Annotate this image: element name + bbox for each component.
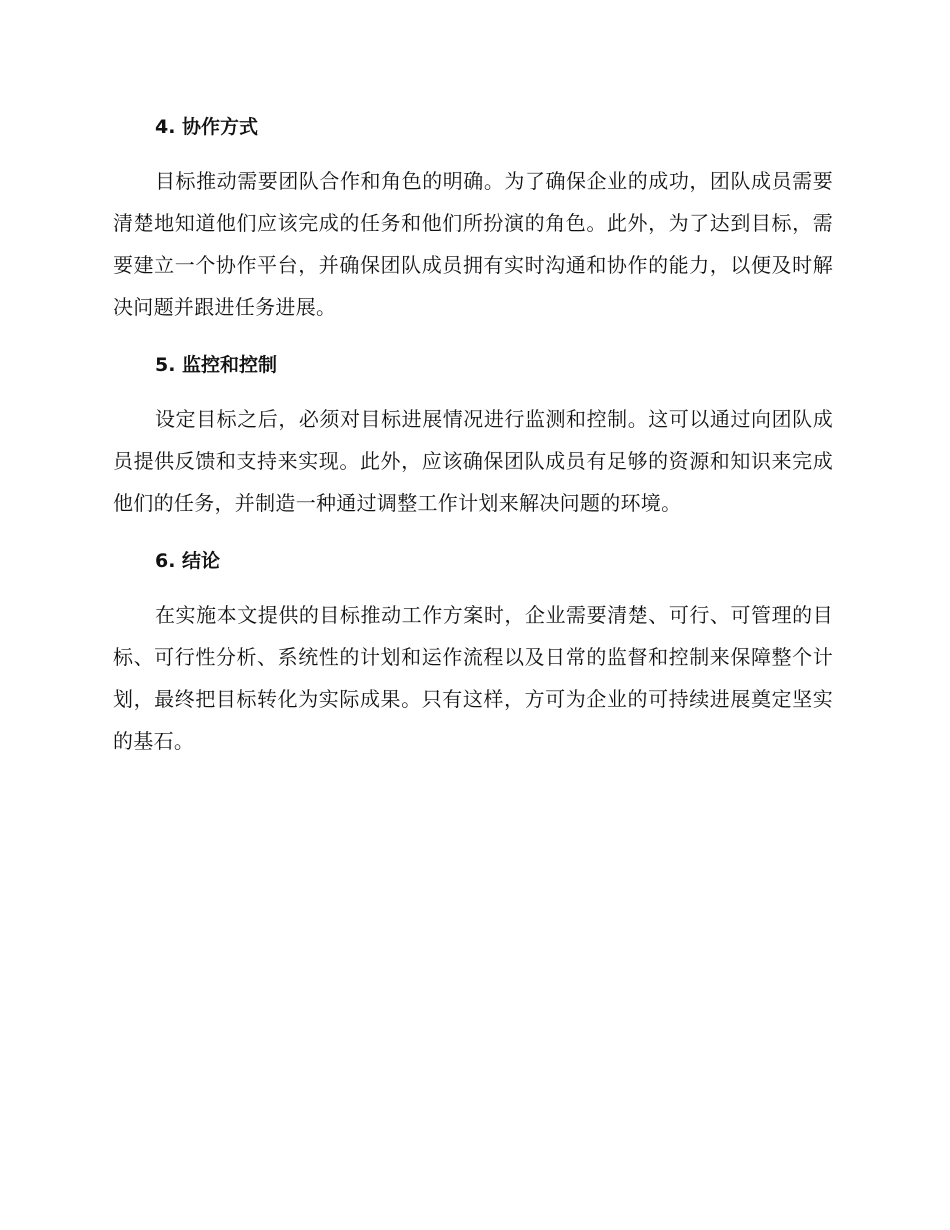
section-paragraph-collaboration: 目标推动需要团队合作和角色的明确。为了确保企业的成功，团队成员需要清楚地知道他们应该完成的任务和他们所扮演的角色。此外，为了达到目标，需要建立一个协作平台，并确保团队成员拥有实时沟通和协作的能力，以便及时解决问题并跟进任务进展。: [113, 169, 833, 319]
section-heading-conclusion: 6. 结论: [155, 550, 221, 572]
document-body: [113, 110, 833, 762]
section-paragraph-monitoring: 设定目标之后，必须对目标进展情况进行监测和控制。这可以通过向团队成员提供反馈和支持来实现。此外，应该确保团队成员有足够的资源和知识来完成他们的任务，并制造一种通过调整工作计划来解决问题的环境。: [113, 407, 833, 515]
section-heading-monitoring: 5. 监控和控制: [155, 354, 278, 376]
section-heading-collaboration: 4. 协作方式: [155, 116, 259, 138]
section-paragraph-conclusion: 在实施本文提供的目标推动工作方案时，企业需要清楚、可行、可管理的目标、可行性分析、系统性的计划和运作流程以及日常的监督和控制来保障整个计划，最终把目标转化为实际成果。只有这样，方可为企业的可持续进展奠定坚实的基石。: [113, 603, 833, 753]
